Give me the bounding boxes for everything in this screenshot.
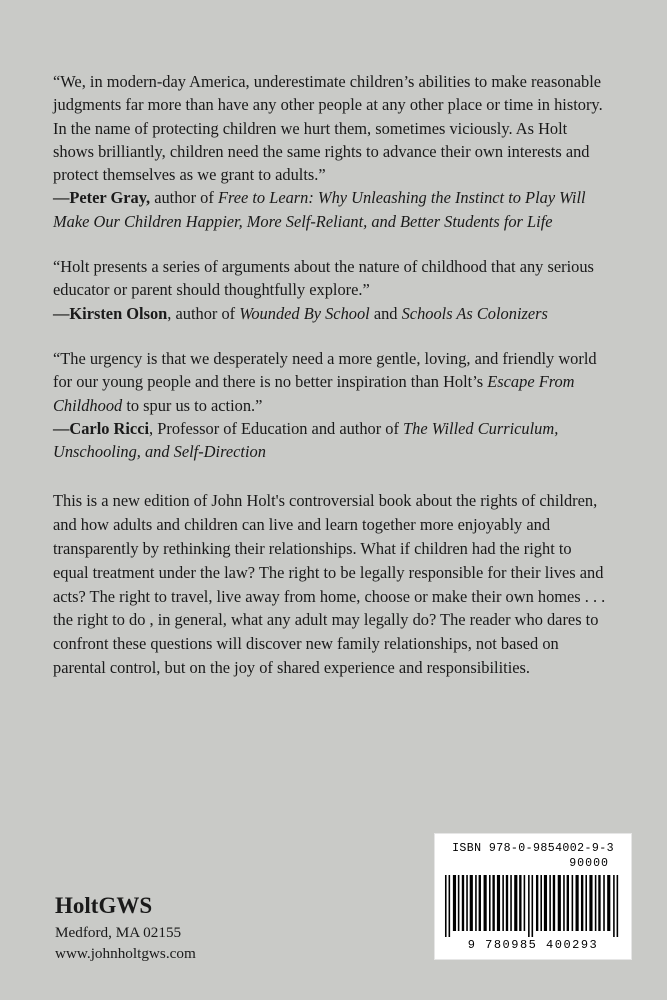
blurb-work-title: Free to Learn: Why Unleashing the Instinct to Play Will Make Our Children Happier, More Self-Reliant, and Better Students for Life: [53, 188, 586, 231]
publisher-block: [55, 893, 315, 965]
blurb-author-role: author of: [150, 188, 218, 208]
blurb-work-title: The Willed Curriculum, Unschooling, and Self-Direction: [53, 418, 559, 462]
blurb-dash: —: [53, 418, 70, 438]
blurb-quote-part-1: “The urgency is that we desperately need a more gentle, loving, and friendly world for our young people and there is no better inspiration than Holt’s: [53, 348, 597, 392]
blurb-dash: —: [53, 303, 70, 323]
blurb-carlo-ricci: [53, 347, 609, 463]
blurb-author-name: Kirsten Olson: [69, 303, 168, 323]
blurb-quote-italic-title: Escape From Childhood: [53, 372, 575, 415]
blurb-author-name: Carlo Ricci: [69, 418, 150, 438]
blurb-attribution: [53, 186, 609, 233]
blurb-quote-part-2: to spur us to action.”: [122, 395, 263, 415]
book-description: This is a new edition of John Holt's controversial book about the rights of children, and how adults and children can live and learn together more enjoyably and transparently by rethinking their relationships. What if children had the right to equal treatment under the law? The right to be legally responsible for their lives and acts? The right to travel, live away from home, choose or make their own homes . . . the right to do , in general, what any adult may legally do? The reader who dares to confront these questions will discover new family relationships, not based on parental control, but on the joy of shared experience and responsibilities.: [53, 491, 606, 677]
publisher-name: HoltGWS: [55, 893, 153, 918]
blurb-dash: —: [53, 188, 70, 208]
blurb-work-title: Wounded By School: [239, 303, 370, 323]
blurb-work-title-2: Schools As Colonizers: [401, 303, 548, 323]
blurb-author-role: , author of: [167, 303, 240, 323]
blurb-kirsten-olson: [53, 255, 609, 325]
publisher-address: Medford, MA 02155: [55, 924, 182, 941]
blurb-quote: “We, in modern-day America, underestimate children’s abilities to make reasonable judgments far more than have any other people at any other place or time in history. In the name of protecting children we hurt them, sometimes viciously. As Holt shows brilliantly, children need the same rights to advance their own interests and protect themselves as we grant to adults.”: [53, 72, 603, 185]
blurb-author-role: , Professor of Education and author of: [149, 418, 404, 438]
blurb-quote: “Holt presents a series of arguments about the nature of childhood that any serious educator or parent should thoughtfully explore.”: [53, 257, 594, 300]
publisher-website[interactable]: www.johnholtgws.com: [55, 944, 196, 962]
ean-digits: 9 780985 400293: [467, 938, 599, 952]
blurb-section: [53, 70, 609, 680]
isbn-text: ISBN 978-0-9854002-9-3: [452, 842, 614, 855]
price-code: 90000: [569, 857, 609, 870]
barcode-block: [434, 833, 632, 960]
blurb-attribution: [53, 417, 609, 464]
blurb-author-name: Peter Gray,: [69, 188, 151, 208]
blurb-attribution: [53, 302, 609, 325]
blurb-peter-gray: [53, 70, 609, 233]
blurb-conjunction: and: [369, 303, 402, 323]
barcode-bars-icon: [443, 875, 623, 937]
